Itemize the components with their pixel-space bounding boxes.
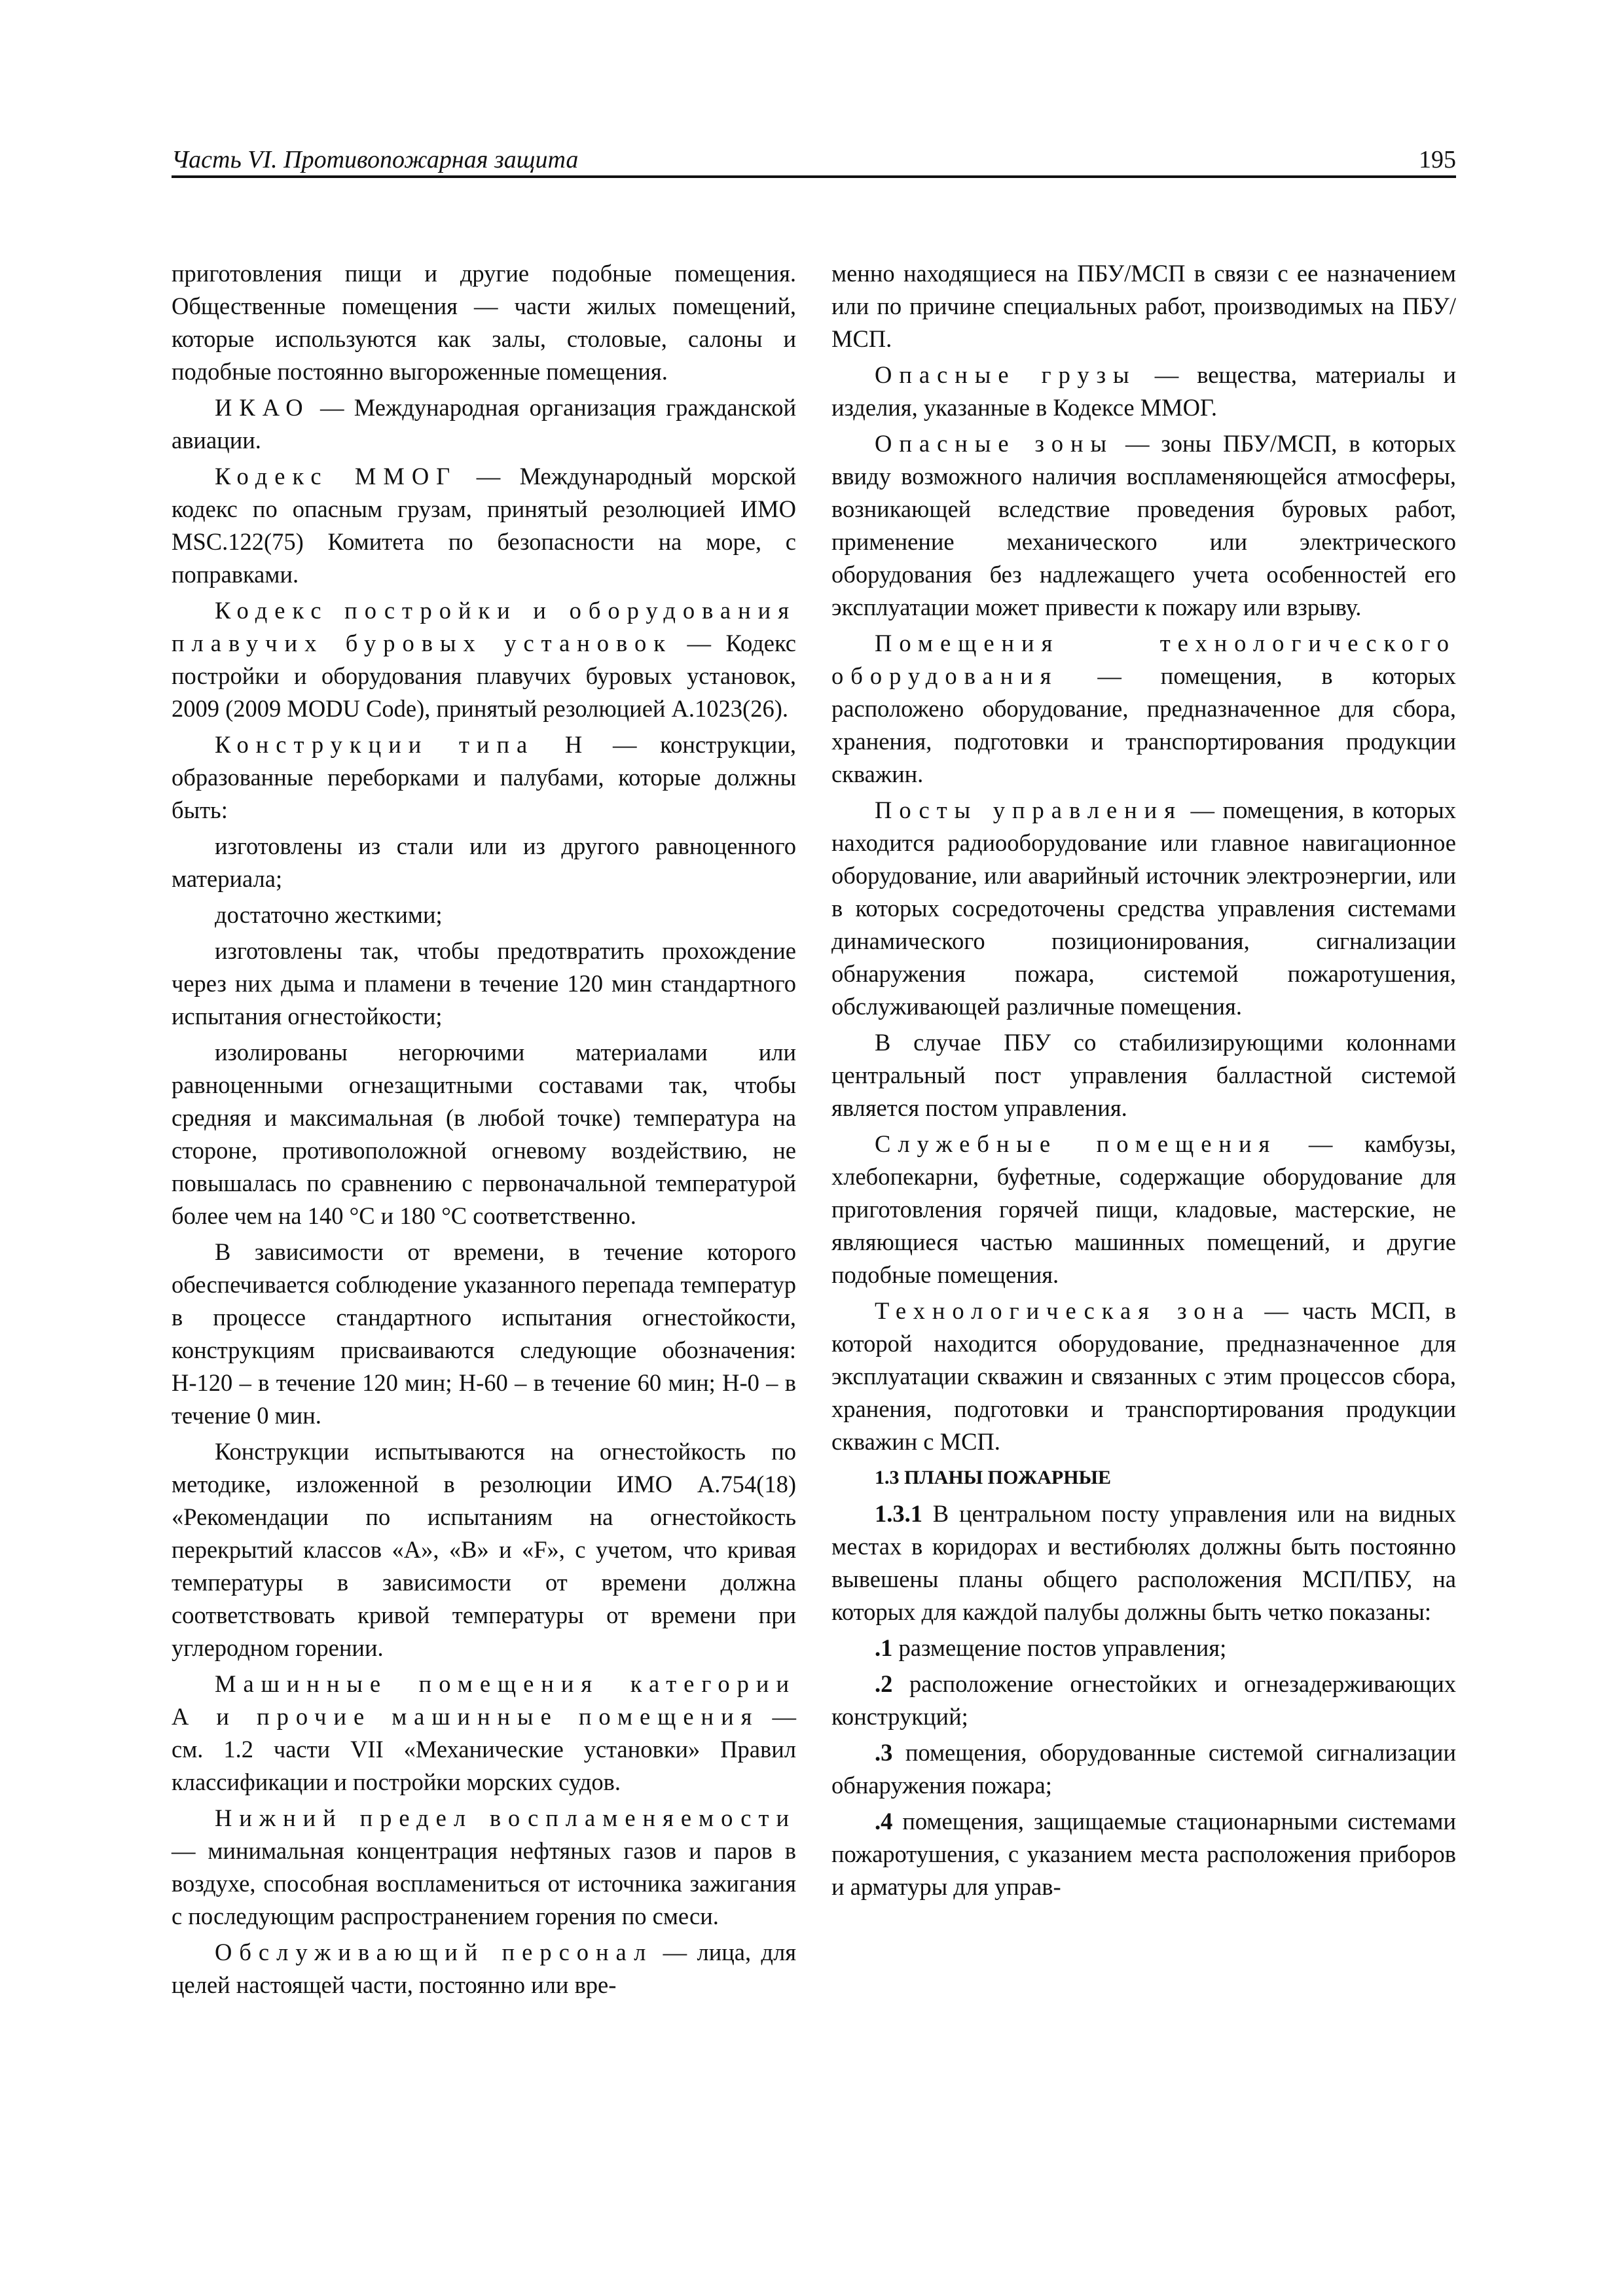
item-number: 1.3.1 [875, 1500, 922, 1527]
section-item: .4 помещения, защищаемые стационарными системами пожаротушения, с указанием места расположения приборов и арматуры для управ- [831, 1808, 1456, 1900]
definition-paragraph: Конструкции типа Н — конструкции, образованные переборками и палубами, которые должны быть: [172, 731, 796, 823]
section-item: .3 помещения, оборудованные системой сигнализации обнаружения пожара; [831, 1739, 1456, 1799]
header-rule [172, 175, 1456, 178]
defined-term: Кодекс постройки и оборудования плавучих буровых установок [172, 597, 796, 656]
paragraph: изолированы негорючими материалами или равноценными огнезащитными составами так, чтобы средняя и максимальная (в любой точке) температура на стороне, противоположной огневому воздействию, не повышалась по сравнению с первоначальной температурой более чем на 140 °C и 180 °C соответственно. [172, 1039, 796, 1229]
defined-term: ИКАО [215, 394, 310, 421]
right-column [831, 257, 1456, 1907]
item-number: .2 [875, 1670, 893, 1697]
section-item: .2 расположение огнестойких и огнезадерживающих конструкций; [831, 1670, 1456, 1730]
paragraph: изготовлены из стали или из другого равноценного материала; [172, 833, 796, 892]
definition-paragraph: Кодекс постройки и оборудования плавучих буровых установок — Кодекс постройки и оборудования плавучих буровых установок, 2009 (2009 MODU Code), принятый резолюцией A.1023(26). [172, 597, 796, 722]
defined-term: Кодекс ММОГ [215, 463, 458, 490]
paragraph: менно находящиеся на ПБУ/МСП в связи с ее назначением или по причине специальных работ, производимых на ПБУ/МСП. [831, 260, 1456, 352]
item-number: .4 [875, 1808, 893, 1835]
defined-term: Конструкции типа Н [215, 731, 590, 758]
definition-paragraph: Обслуживающий персонал — лица, для целей настоящей части, постоянно или вре- [172, 1939, 797, 1998]
item-number: .1 [875, 1634, 893, 1661]
defined-term: Машинные помещения категории А и прочие машинные помещения [172, 1670, 796, 1730]
running-header [172, 145, 1456, 179]
definition-paragraph: Кодекс ММОГ — Международный морской кодекс по опасным грузам, принятый резолюцией ИМО MSC.122(75) Комитета по безопасности на море, с поправками. [172, 463, 796, 588]
paragraph: изготовлены так, чтобы предотвратить прохождение через них дыма и пламени в течение 120 мин стандартного испытания огнестойкости; [172, 937, 796, 1030]
definition-paragraph: Посты управления — помещения, в которых находится радиооборудование или главное навигационное оборудование, или аварийный источник электроэнергии, или в которых сосредоточены средства управления системами динамического позиционирования, сигнализации обнаружения пожара, системой пожаротушения, обслуживающей различные помещения. [831, 797, 1456, 1020]
definition-paragraph: Машинные помещения категории А и прочие машинные помещения — см. 1.2 части VII «Механические установки» Правил классификации и постройки морских судов. [172, 1670, 796, 1795]
definition-paragraph: Технологическая зона — часть МСП, в которой находится оборудование, предназначенное для эксплуатации скважин и связанных с этим процессов сбора, хранения, подготовки и транспортирования продукции скважин с МСП. [831, 1297, 1457, 1455]
defined-term: Помещения технологического оборудования [831, 630, 1456, 689]
page-number: 195 [1419, 146, 1456, 173]
paragraph: достаточно жесткими; [215, 901, 443, 928]
header-title: Часть VI. Противопожарная защита [172, 146, 579, 173]
definition-paragraph: Опасные зоны — зоны ПБУ/МСП, в которых ввиду возможного наличия воспламеняющейся атмосферы, возникающей вследствие проведения буровых работ, применение механического или электрического оборудования без надлежащего учета особенностей его эксплуатации может привести к пожару или взрыву. [831, 430, 1456, 620]
defined-term: Опасные грузы [875, 361, 1137, 388]
defined-term: Обслуживающий персонал [215, 1939, 653, 1965]
paragraph: В зависимости от времени, в течение которого обеспечивается соблюдение указанного перепада температур в процессе стандартного испытания огнестойкости, конструкциям присваиваются следующие обозначения: Н-120 – в течение 120 мин; Н-60 – в течение 60 мин; Н-0 – в течение 0 мин. [172, 1238, 796, 1429]
defined-term: Опасные зоны [875, 430, 1114, 457]
paragraph: приготовления пищи и другие подобные помещения. Общественные помещения — части жилых помещений, которые используются как залы, столовые, салоны и подобные постоянно выгороженные помещения. [172, 260, 796, 385]
definition-paragraph: Служебные помещения — камбузы, хлебопекарни, буфетные, содержащие оборудование для приготовления горячей пищи, кладовые, мастерские, не являющиеся частью машинных помещений, и другие подобные помещения. [831, 1130, 1456, 1288]
defined-term: Служебные помещения [875, 1130, 1277, 1157]
defined-term: Посты управления [875, 797, 1182, 823]
definition-paragraph: Опасные грузы — вещества, материалы и изделия, указанные в Кодексе ММОГ. [831, 361, 1457, 421]
item-number: .3 [875, 1739, 893, 1766]
section-item: .1 размещение постов управления; [875, 1634, 1227, 1661]
defined-term: Технологическая зона [875, 1297, 1251, 1324]
defined-term: Нижний предел воспламеняемости [215, 1804, 796, 1831]
definition-paragraph: ИКАО — Международная организация гражданской авиации. [172, 394, 796, 454]
left-column [172, 257, 796, 2005]
paragraph: В случае ПБУ со стабилизирующими колоннами центральный пост управления балластной системой является постом управления. [831, 1029, 1456, 1121]
section-item: 1.3.1 В центральном посту управления или на видных местах в коридорах и вестибюлях должны быть постоянно вывешены планы общего расположения МСП/ПБУ, на которых для каждой палубы должны быть четко показаны: [831, 1500, 1456, 1625]
definition-paragraph: Нижний предел воспламеняемости — минимальная концентрация нефтяных газов и паров в воздухе, способная воспламениться от источника зажигания с последующим распространением горения по смеси. [172, 1804, 796, 1929]
section-heading: 1.3 ПЛАНЫ ПОЖАРНЫЕ [875, 1467, 1112, 1488]
paragraph: Конструкции испытываются на огнестойкость по методике, изложенной в резолюции ИМО A.754(18) «Рекомендации по испытаниям на огнестойкость перекрытий классов «А», «В» и «F», с учетом, что кривая температуры в зависимости от времени должна соответствовать кривой температуры от времени при углеродном горении. [172, 1438, 796, 1661]
definition-paragraph: Помещения технологического оборудования — помещения, в которых расположено оборудование, предназначенное для сбора, хранения, подготовки и транспортирования продукции скважин. [831, 630, 1456, 787]
